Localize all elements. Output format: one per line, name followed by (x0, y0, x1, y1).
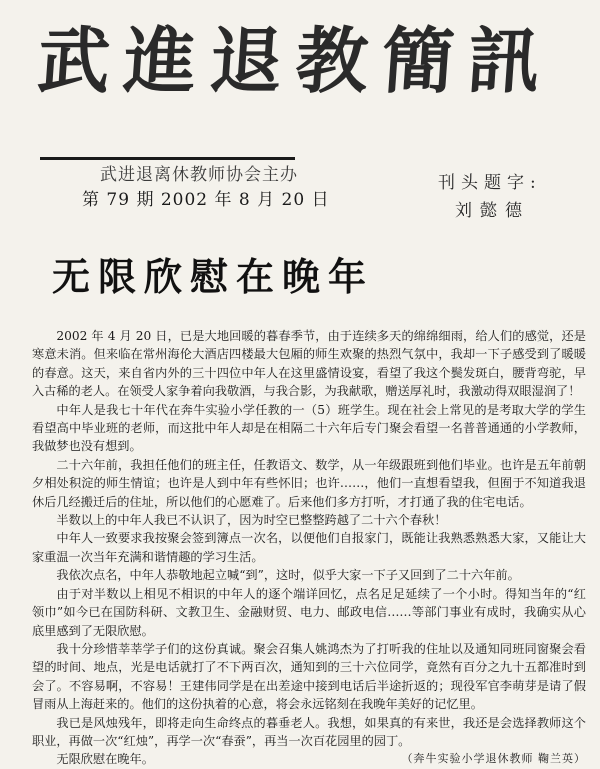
organizer-line: 武进退离休教师协会主办 (100, 165, 298, 185)
masthead-title: 武進退教簡訊 (35, 18, 558, 103)
author-signature: （奔牛实验小学退休教师 鞠兰英） (401, 752, 586, 766)
article-paragraph: 我已是风烛残年，即将走向生命终点的暮垂老人。我想，如果真的有来世，我还是会选择教师这个职业，再做一次“红烛”，再学一次“春蚕”，再当一次百花园里的园丁。 (32, 715, 586, 748)
article-paragraph: 我十分珍惜莘莘学子们的这份真诚。聚会召集人姚鸿杰为了打听我的住址以及通知同班同窗聚会看望的时间、地点，光是电话就打了不下两百次，通知到的三十六位同学，竟然有百分之九十五都准时到会了。不容易啊，不容易！王建伟同学是在出差途中接到电话后半途折返的；现役军官李萌芽是请了假冒雨从上海赶来的。他们的这份执着的心意，将会永远铭刻在我晚年美好的记忆里。 (32, 641, 586, 712)
article-paragraph: 由于对半数以上相见不相识的中年人的逐个端详回忆，点名足足延续了一个小时。得知当年的“红领巾”如今已在国防科研、文教卫生、金融财贸、电力、邮政电信……等部门事业有成时，我确实从心底里感到了无限欣慰。 (32, 586, 586, 638)
masthead-credit-name: 刘懿德 (455, 201, 530, 221)
article-paragraph: 半数以上的中年人我已不认识了，因为时空已整整跨越了二十六个春秋！ (56, 513, 447, 528)
issue-line: 第 79 期 2002 年 8 月 20 日 (82, 190, 330, 210)
article-closing: 无限欣慰在晚年。 (56, 752, 154, 767)
article-paragraph: 2002 年 4 月 20 日，已是大地回暖的暮春季节，由于连续多天的绵绵细雨，给人们的感觉，还是寒意未消。但来临在常州海伦大酒店四楼最大包厢的师生欢聚的热烈气氛中，我却一下子感受到了暖暖的春意。这天，来自省内外的三十四位中年人在这里盛情设宴，看望了我这个鬓发斑白，腰背弯驼，早入古稀的老人。在领受人家争着向我敬酒，与我合影，为我献歌，赠送厚礼时，我激动得双眼湿润了！ (32, 329, 586, 399)
article-headline: 无限欣慰在晚年 (52, 255, 375, 299)
article-closing-line (32, 750, 586, 768)
article-paragraph: 中年人是我七十年代在奔牛实验小学任教的一（5）班学生。现在社会上常见的是考取大学的学生看望高中毕业班的老师，而这批中年人却是在相隔二十六年后专门聚会看望一名普普通通的小学教师，我做梦也没有想到。 (32, 402, 586, 454)
article-paragraph: 中年人一致要求我按聚会签到簿点一次名，以便他们自报家门，既能让我熟悉熟悉大家，又能让大家重温一次当年充满和谐情趣的学习生活。 (32, 531, 586, 564)
masthead-credit-label: 刊头题字: (438, 173, 542, 193)
article-paragraph: 我依次点名，中年人恭敬地起立喊“到”，这时，似乎大家一下子又回到了二十六年前。 (56, 568, 520, 583)
article-body (32, 327, 586, 769)
article-paragraph: 二十六年前，我担任他们的班主任，任教语文、数学，从一年级跟班到他们毕业。也许是五年前朝夕相处积淀的师生情谊；也许是人到中年有些怀旧；也许……，他们一直想看望我，但囿于不知道我退休后几经搬迁后的住址，所以他们的心愿难了。后来他们多方打听，才打通了我的住宅电话。 (32, 457, 586, 509)
